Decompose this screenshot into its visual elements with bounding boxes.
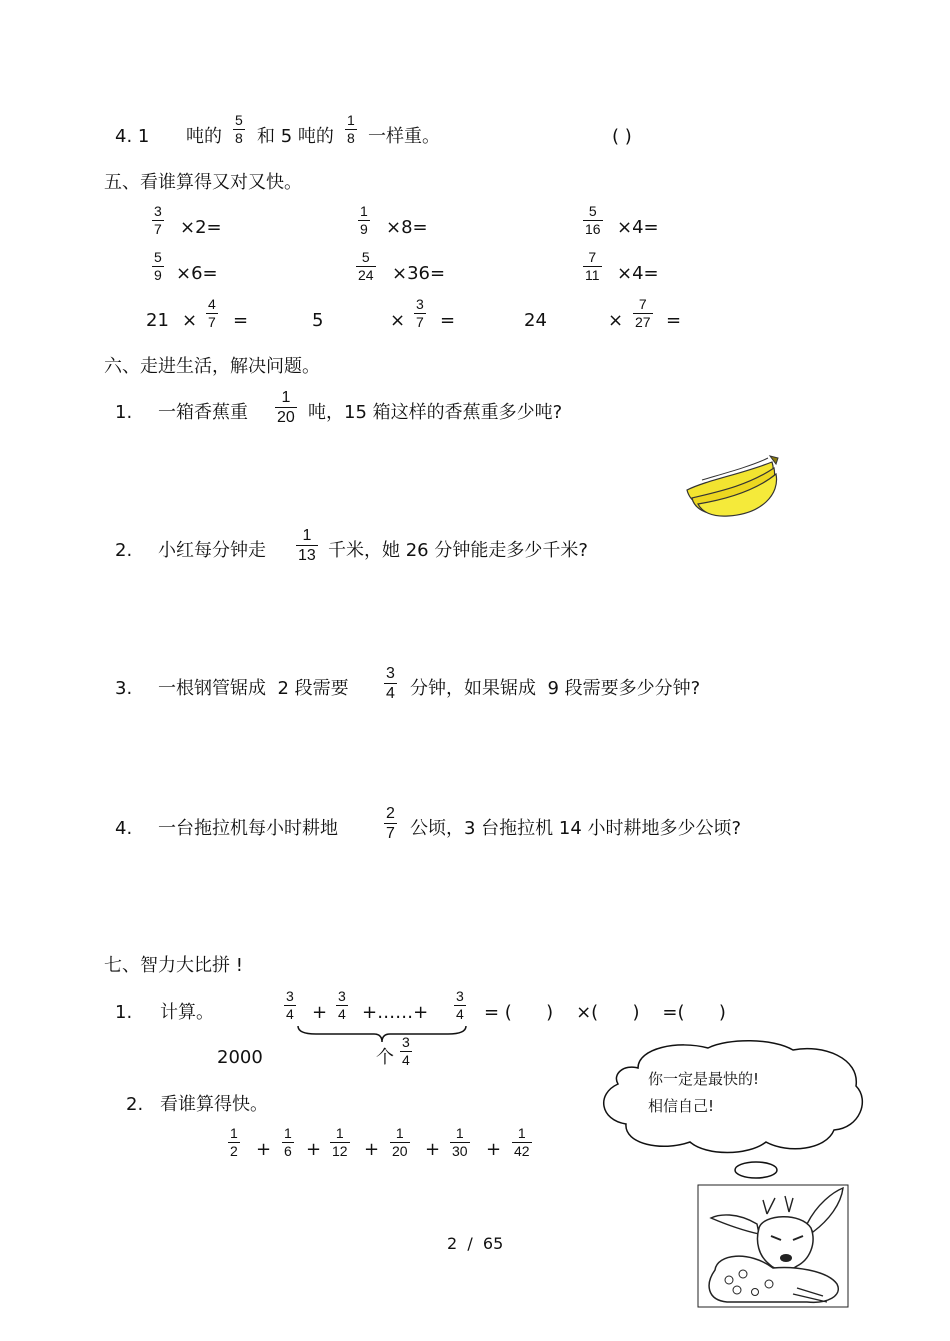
s7-p2-plus-2: + [306, 1139, 322, 1160]
s6-p1-pre: 一箱香蕉重 [158, 402, 248, 423]
s7-p1-label: 计算。 [160, 1002, 214, 1023]
q4-text-3: 一样重。 [368, 126, 440, 147]
s7-p1-fraction-1: 3 4 [286, 988, 294, 1022]
s5-item-4-op: ×6= [176, 263, 218, 284]
q4-text-2: 和 5 吨的 [257, 126, 334, 147]
s6-p2-number: 2. [115, 540, 133, 561]
s6-p3-pre: 一根钢管锯成 2 段需要 [158, 678, 349, 699]
s7-p2-plus-4: + [425, 1139, 441, 1160]
s5-item-1-fraction: 3 7 [154, 203, 162, 237]
s5-row3-a-times: × [182, 310, 198, 331]
underbrace [296, 1024, 468, 1046]
s6-p1-number: 1. [115, 402, 133, 423]
q4-fraction-1: 5 8 [235, 112, 243, 146]
q4-text-1: 吨的 [186, 126, 222, 147]
bubble-line-1: 你一定是最快的! [648, 1070, 760, 1088]
s7-p1-count: 2000 [217, 1047, 263, 1068]
s7-p2-plus-5: + [486, 1139, 502, 1160]
s5-item-5-op: ×36= [392, 263, 446, 284]
s5-row3-b-times: × [390, 310, 406, 331]
page-number: 2 / 65 [447, 1234, 504, 1253]
s6-p4-pre: 一台拖拉机每小时耕地 [158, 818, 338, 839]
s7-p2-plus-3: + [364, 1139, 380, 1160]
s7-p2-term-2: 1 6 [284, 1125, 292, 1159]
s7-p2-term-4: 1 20 [392, 1125, 408, 1159]
s7-p1-number: 1. [115, 1002, 133, 1023]
s5-item-1-op: ×2= [180, 217, 222, 238]
s7-p1-rhs: = ( ) ×( ) =( ) [484, 1002, 726, 1023]
s6-p3-post: 分钟，如果锯成 9 段需要多少分钟? [410, 678, 701, 699]
banana-image [682, 450, 786, 518]
s7-p2-number: 2. [126, 1094, 144, 1115]
s6-p4-number: 4. [115, 818, 133, 839]
s7-p2-term-3: 1 12 [332, 1125, 348, 1159]
s5-item-4-fraction: 5 9 [154, 249, 162, 283]
s7-p2-term-6: 1 42 [514, 1125, 530, 1159]
s5-item-2-fraction: 1 9 [360, 203, 368, 237]
s7-p1-dots: +……+ [362, 1002, 429, 1023]
q4-fraction-2: 1 8 [347, 112, 355, 146]
thought-bubble [598, 1038, 870, 1186]
s5-row3-c-times: × [608, 310, 624, 331]
s7-p1-plus: + [312, 1002, 328, 1023]
s7-p1-fraction-3: 3 4 [456, 988, 464, 1022]
s5-item-2-op: ×8= [386, 217, 428, 238]
s7-p2-term-5: 1 30 [452, 1125, 468, 1159]
section-7-heading: 七、智力大比拼 ! [104, 955, 243, 976]
s5-row3-b-fraction: 3 7 [416, 296, 424, 330]
s6-p4-post: 公顷，3 台拖拉机 14 小时耕地多少公顷? [410, 818, 742, 839]
s6-p3-number: 3. [115, 678, 133, 699]
s7-p1-fraction-under: 3 4 [402, 1034, 410, 1068]
s7-p1-fraction-2: 3 4 [338, 988, 346, 1022]
s5-item-3-fraction: 5 16 [585, 203, 601, 237]
bubble-line-2: 相信自己! [648, 1097, 715, 1115]
section-5-heading: 五、看谁算得又对又快。 [104, 172, 302, 193]
s7-p2-plus-1: + [256, 1139, 272, 1160]
s5-item-6-fraction: 7 11 [585, 249, 600, 283]
s5-item-5-fraction: 5 24 [358, 249, 374, 283]
q4-answer-paren: ( ) [612, 126, 632, 147]
s5-row3-a-fraction: 4 7 [208, 296, 216, 330]
s7-p1-ge: 个 [376, 1047, 394, 1068]
s6-p2-pre: 小红每分钟走 [158, 540, 266, 561]
s6-p4-fraction: 2 7 [386, 805, 395, 842]
s5-row3-a-eq: = [233, 310, 249, 331]
deer-illustration [697, 1184, 849, 1308]
s6-p1-post: 吨，15 箱这样的香蕉重多少吨? [308, 402, 563, 423]
s7-p2-term-1: 1 2 [230, 1125, 238, 1159]
s5-row3-c-eq: = [666, 310, 682, 331]
s5-row3-a-number: 21 [146, 310, 169, 331]
s5-item-6-op: ×4= [617, 263, 659, 284]
s6-p1-fraction: 1 20 [277, 389, 295, 426]
s5-row3-b-eq: = [440, 310, 456, 331]
q4-number: 4. 1 [115, 126, 150, 147]
s5-row3-b-number: 5 [312, 310, 324, 331]
s6-p2-post: 千米，她 26 分钟能走多少千米? [328, 540, 588, 561]
s6-p3-fraction: 3 4 [386, 665, 395, 702]
s5-row3-c-fraction: 7 27 [635, 296, 651, 330]
s5-row3-c-number: 24 [524, 310, 547, 331]
s6-p2-fraction: 1 13 [298, 527, 316, 564]
s7-p2-label: 看谁算得快。 [160, 1094, 268, 1115]
section-6-heading: 六、走进生活，解决问题。 [104, 356, 320, 377]
s5-item-3-op: ×4= [617, 217, 659, 238]
